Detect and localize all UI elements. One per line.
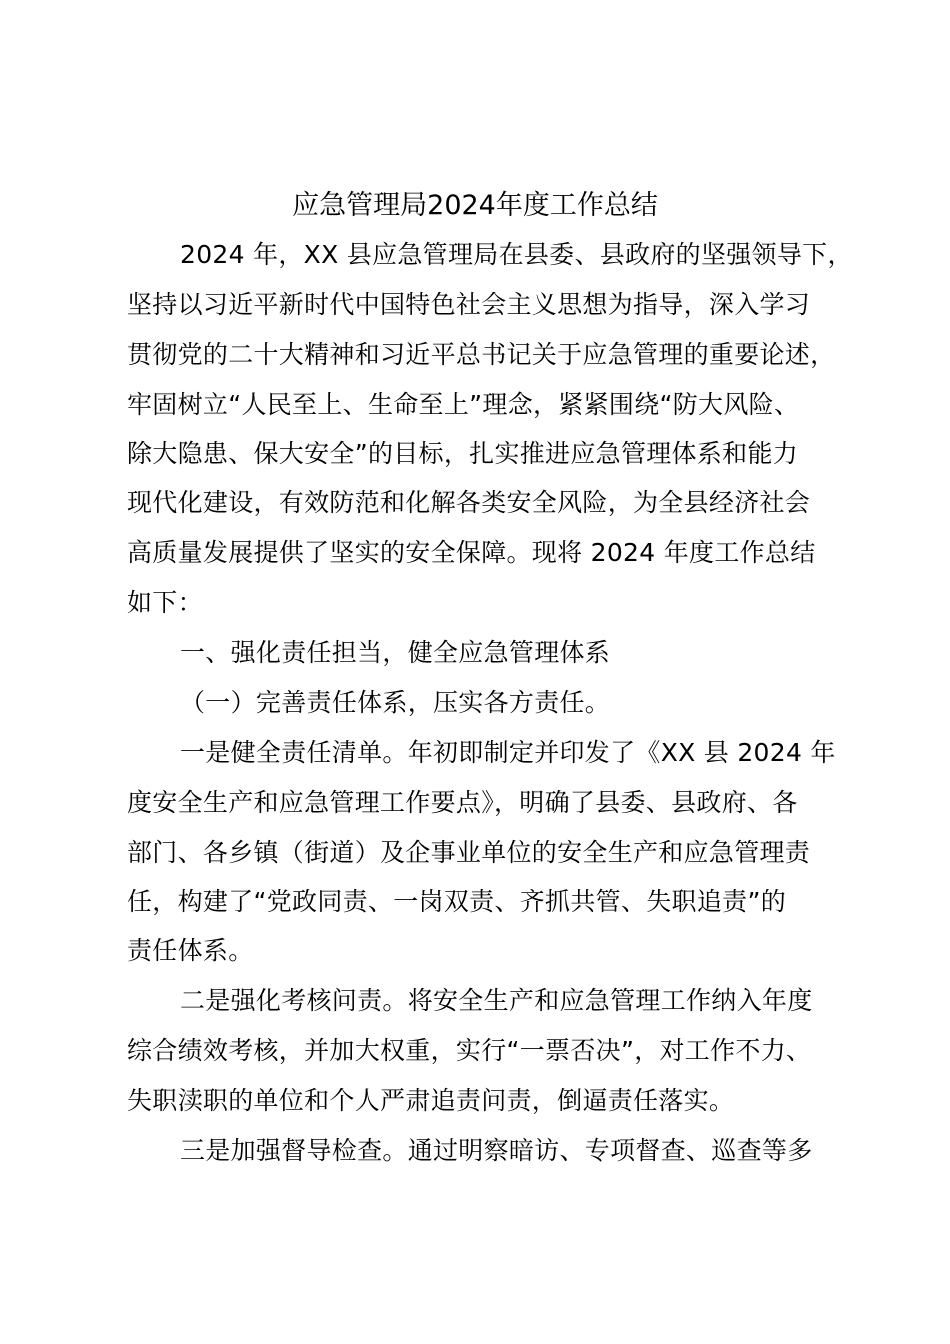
section-heading: 一、强化责任担当，健全应急管理体系 [180, 638, 611, 667]
body-line: 任，构建了“党政同责、一岗双责、齐抓共管、失职追责”的 [127, 887, 787, 916]
document-title: 应急管理局2024年度工作总结 [292, 190, 658, 221]
body-line: 三是加强督导检查。通过明察暗访、专项督查、巡查等多 [180, 1136, 813, 1165]
body-line: 二是强化考核问责。将安全生产和应急管理工作纳入年度 [180, 986, 813, 1015]
body-line: 高质量发展提供了坚实的安全保障。现将 2024 年度工作总结 [127, 538, 816, 567]
body-line: 贯彻党的二十大精神和习近平总书记关于应急管理的重要论述， [127, 340, 836, 369]
body-line: 一是健全责任清单。年初即制定并印发了《XX 县 2024 年 [180, 738, 836, 767]
subsection-heading: （一）完善责任体系，压实各方责任。 [180, 688, 611, 717]
body-line: 如下： [127, 588, 203, 617]
body-line: 2024 年，XX 县应急管理局在县委、县政府的坚强领导下， [180, 240, 853, 269]
body-line: 综合绩效考核，并加大权重，实行“一票否决”，对工作不力、 [127, 1036, 812, 1065]
body-line: 责任体系。 [127, 936, 254, 965]
body-line: 坚持以习近平新时代中国特色社会主义思想为指导，深入学习 [127, 290, 811, 319]
body-line: 牢固树立“人民至上、生命至上”理念，紧紧围绕“防大风险、 [127, 390, 800, 419]
body-line: 度安全生产和应急管理工作要点》，明确了县委、县政府、各 [127, 788, 798, 817]
body-line: 失职渎职的单位和个人严肃追责问责，倒逼责任落实。 [127, 1086, 735, 1115]
body-line: 除大隐患、保大安全”的目标，扎实推进应急管理体系和能力 [127, 439, 799, 468]
body-line: 现代化建设，有效防范和化解各类安全风险，为全县经济社会 [127, 488, 811, 517]
body-line: 部门、各乡镇（街道）及企事业单位的安全生产和应急管理责 [127, 838, 811, 867]
